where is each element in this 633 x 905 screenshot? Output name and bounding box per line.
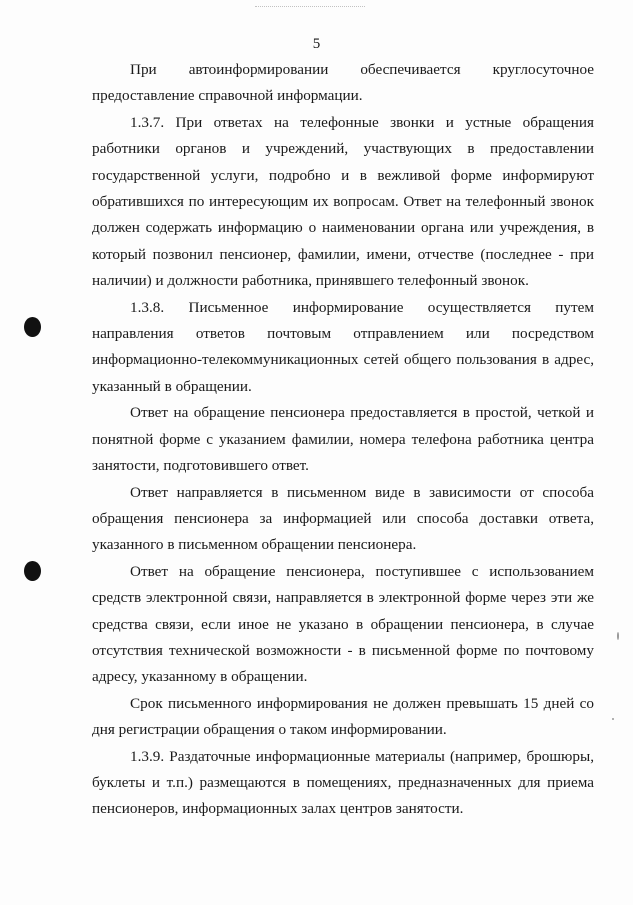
scan-speck bbox=[617, 632, 619, 640]
page-number: 5 bbox=[312, 36, 321, 52]
punch-hole-bottom bbox=[24, 561, 41, 581]
scan-speck bbox=[612, 718, 614, 720]
document-body bbox=[92, 57, 594, 823]
paragraph-deadline: Срок письменного информирования не должен превышать 15 дней со дня регистрации обращения о таком информировании. bbox=[92, 694, 594, 739]
scan-artifact-top bbox=[255, 0, 365, 7]
paragraph-response-electronic: Ответ на обращение пенсионера, поступившее с использованием средств электронной связи, направляется в электронной форме через эти же средства связи, если иное не указано в обращении пенсионера, в случае отсутствия технической возможности - в письменной форме по почтовому адресу, указанному в обращении. bbox=[92, 562, 594, 686]
punch-hole-top bbox=[24, 317, 41, 337]
paragraph-1-3-8: 1.3.8. Письменное информирование осуществляется путем направления ответов почтовым отправлением или посредством информационно-телекоммуникационных сетей общего пользования в адрес, указанный в обращении. bbox=[92, 298, 594, 395]
paragraph-1-3-9: 1.3.9. Раздаточные информационные материалы (например, брошюры, буклеты и т.п.) размещаются в помещениях, предназначенных для приема пенсионеров, информационных залах центров занятости. bbox=[92, 747, 594, 818]
paragraph-autoinforming: При автоинформировании обеспечивается круглосуточное предоставление справочной информации. bbox=[92, 61, 594, 105]
paragraph-1-3-7: 1.3.7. При ответах на телефонные звонки и устные обращения работники органов и учреждений, участвующих в предоставлении государственной услуги, подробно и в вежливой форме информируют обратившихся по интересующим их вопросам. Ответ на телефонный звонок должен содержать информацию о наименовании органа или учреждения, в который позвонил пенсионер, фамилии, имени, отчестве (последнее - при наличии) и должности работника, принявшего телефонный звонок. bbox=[92, 113, 594, 290]
paragraph-response-written: Ответ направляется в письменном виде в зависимости от способа обращения пенсионера за информацией или способа доставки ответа, указанного в письменном обращении пенсионера. bbox=[92, 483, 594, 554]
paragraph-response-form: Ответ на обращение пенсионера предоставляется в простой, четкой и понятной форме с указанием фамилии, номера телефона работника центра занятости, подготовившего ответ. bbox=[92, 404, 594, 475]
